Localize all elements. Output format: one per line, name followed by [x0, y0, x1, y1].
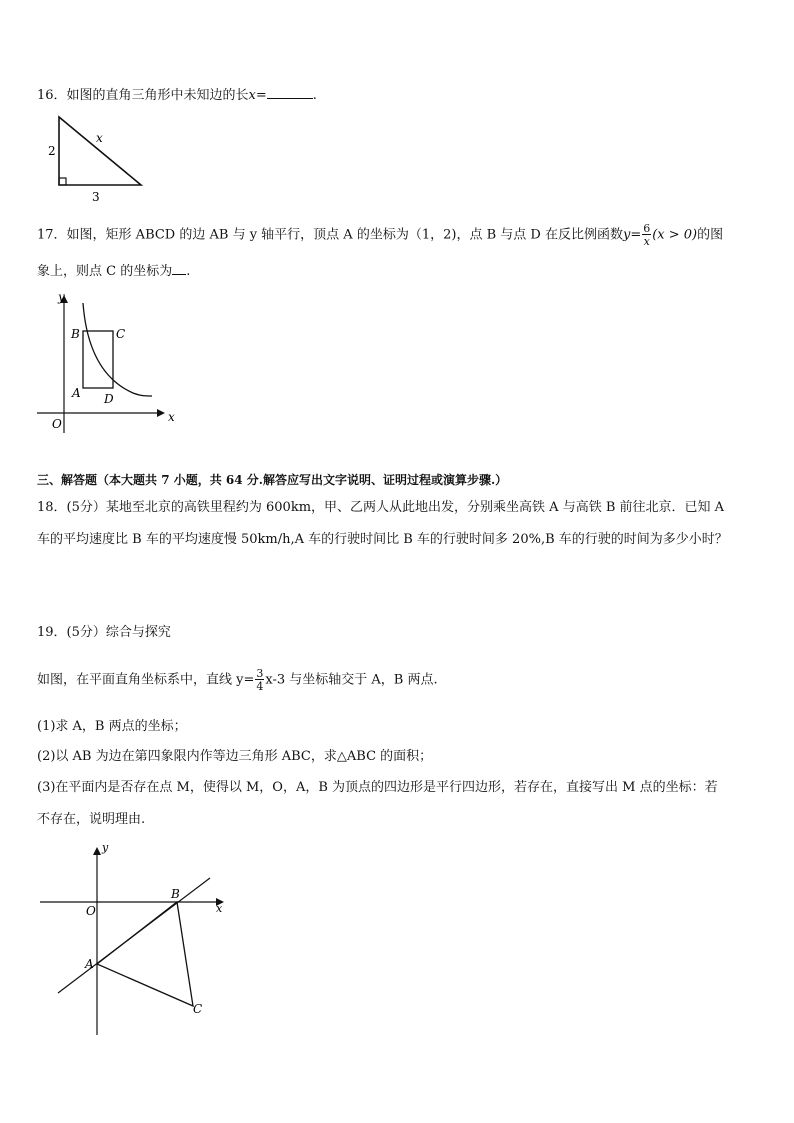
q17-label-o: O — [52, 417, 62, 431]
inverse-function-curve — [83, 303, 152, 396]
q19-intro — [37, 668, 438, 692]
q18-line1: 18．(5分）某地至北京的高铁里程约为 600km，甲、乙两人从此地出发，分别乘坐高铁 A 与高铁 B 前往北京．已知 A — [37, 500, 725, 515]
q17-label-c: C — [116, 327, 126, 341]
q17-label-b: B — [71, 327, 80, 341]
q19-label-b: B — [171, 887, 180, 901]
q19-intro-b: x-3 与坐标轴交于 A，B 两点. — [265, 672, 438, 688]
q19-fraction — [255, 668, 264, 692]
q19-coordinate-figure — [40, 841, 235, 1040]
q19-intro-a: 如图，在平面直角坐标系中，直线 y= — [37, 672, 255, 688]
section-3-header — [37, 474, 507, 486]
q16-label-left: 2 — [48, 144, 56, 158]
q19-label-o: O — [86, 904, 96, 918]
q17-func-cond: (x > 0) — [652, 227, 698, 243]
q17-label-a: A — [72, 386, 81, 400]
q19-y-arrow — [93, 847, 101, 855]
q19-numerator: 3 — [256, 667, 264, 680]
q19-sub3b: 不存在，说明理由. — [37, 812, 146, 827]
q16-text — [37, 86, 317, 102]
right-triangle — [59, 117, 141, 185]
q19-title: 19．(5分）综合与探究 — [37, 625, 171, 640]
q17-graph-figure — [37, 290, 177, 433]
section-3-title: 三、解答题 — [37, 473, 98, 487]
q17-line2 — [37, 262, 190, 278]
q19-label-a: A — [85, 957, 94, 971]
triangle-abc — [97, 902, 193, 1006]
q17-line2-text: 象上，则点 C 的坐标为 — [37, 264, 173, 279]
q17-stem-end: 的图 — [697, 227, 724, 243]
q17-answer-blank[interactable] — [172, 262, 186, 275]
q17-func-eq: = — [630, 227, 642, 243]
q17-label-d: D — [104, 392, 114, 406]
q19-label-y: y — [102, 841, 109, 854]
section-3-note: （本大题共 7 小题，共 64 分.解答应写出文字说明、证明过程或演算步骤.） — [97, 473, 508, 487]
q17-denominator: x — [643, 235, 650, 248]
q16-label-hypotenuse: x — [96, 131, 103, 145]
q17-line2-end: . — [186, 264, 191, 279]
q16-equals: = — [255, 88, 267, 103]
q17-x-arrow — [157, 409, 165, 417]
q17-line1 — [37, 223, 723, 247]
q19-sub2: (2)以 AB 为边在第四象限内作等边三角形 ABC，求△ABC 的面积； — [37, 749, 433, 764]
q17-label-x: x — [168, 410, 175, 424]
q17-label-y: y — [58, 290, 65, 304]
q17-func-y: y — [622, 227, 631, 243]
q17-fraction — [642, 223, 651, 247]
q16-variable: x — [248, 88, 256, 103]
q16-stem: 16．如图的直角三角形中未知边的长 — [37, 88, 249, 103]
q16-triangle-figure — [40, 112, 150, 204]
q19-sub3a: (3)在平面内是否存在点 M，使得以 M，O，A，B 为顶点的四边形是平行四边形，若存在，直接写出 M 点的坐标：若 — [37, 780, 718, 795]
q16-label-bottom: 3 — [92, 190, 100, 204]
q18-line2: 车的平均速度比 B 车的平均速度慢 50km/h,A 车的行驶时间比 B 车的行驶时间多 20%,B 车的行驶的时间为多少小时？ — [37, 532, 728, 547]
q19-label-x: x — [216, 902, 223, 915]
q16-answer-blank[interactable] — [267, 86, 313, 99]
q17-numerator: 6 — [643, 222, 651, 235]
q19-denominator: 4 — [256, 680, 264, 693]
q19-sub1: (1)求 A，B 两点的坐标； — [37, 719, 187, 734]
q19-label-c: C — [193, 1002, 203, 1016]
right-angle-mark — [59, 178, 66, 185]
q17-stem: 17．如图，矩形 ABCD 的边 AB 与 y 轴平行，顶点 A 的坐标为（1，2)，点 B 与点 D 在反比例函数 — [37, 227, 623, 243]
q16-end: . — [312, 88, 317, 103]
